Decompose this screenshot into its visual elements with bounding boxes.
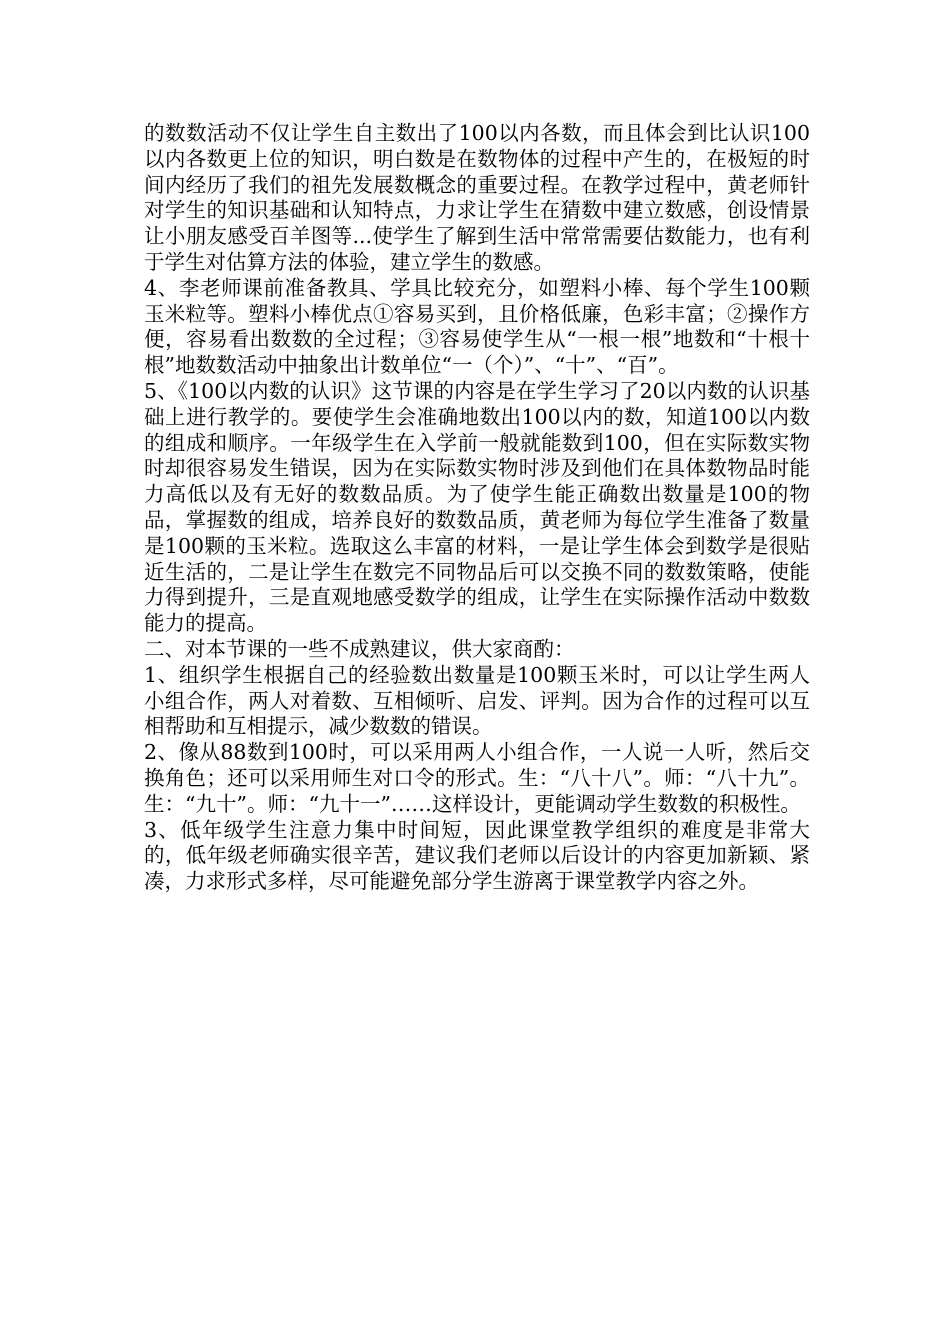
- document-body: [144, 121, 810, 895]
- paragraph-suggestion-2: 2、像从88数到100时，可以采用两人小组合作，一人说一人听，然后交换角色；还可以采用师生对口令的形式。生：“八十八”。师：“八十九”。生：“九十”。师：“九十一”……这样设计，更能调动学生数数的积极性。: [144, 740, 810, 816]
- paragraph-suggestion-3: 3、低年级学生注意力集中时间短，因此课堂教学组织的难度是非常大的，低年级老师确实很辛苦，建议我们老师以后设计的内容更加新颖、紧凑，力求形式多样，尽可能避免部分学生游离于课堂教学内容之外。: [144, 817, 810, 894]
- section-heading-suggestions: 二、对本节课的一些不成熟建议，供大家商酌：: [144, 636, 575, 661]
- paragraph-point-4: 4、李老师课前准备教具、学具比较充分，如塑料小棒、每个学生100颗玉米粒等。塑料小棒优点①容易买到，且价格低廉，色彩丰富；②操作方便，容易看出数数的全过程；③容易使学生从“一根一根”地数和“十根十根”地数数活动中抽象出计数单位“一（个）”、“十”、“百”。: [144, 275, 810, 378]
- paragraph-suggestion-1: 1、组织学生根据自己的经验数出数量是100颗玉米时，可以让学生两人小组合作，两人对着数、互相倾听、启发、评判。因为合作的过程可以互相帮助和互相提示，减少数数的错误。: [144, 662, 810, 739]
- paragraph-point-5: 5、《100以内数的认识》这节课的内容是在学生学习了20以内数的认识基础上进行教学的。要使学生会准确地数出100以内的数，知道100以内数的组成和顺序。一年级学生在入学前一般就能数到100，但在实际数实物时却很容易发生错误，因为在实际数实物时涉及到他们在具体数物品时能力高低以及有无好的数数品质。为了使学生能正确数出数量是100的物品，掌握数的组成，培养良好的数数品质，黄老师为每位学生准备了数量是100颗的玉米粒。选取这么丰富的材料，一是让学生体会到数学是很贴近生活的，二是让学生在数完不同物品后可以交换不同的数数策略，使能力得到提升，三是直观地感受数学的组成，让学生在实际操作活动中数数能力的提高。: [144, 378, 810, 636]
- paragraph-intro-continued: 的数数活动不仅让学生自主数出了100以内各数，而且体会到比认识100以内各数更上位的知识，明白数是在数物体的过程中产生的，在极短的时间内经历了我们的祖先发展数概念的重要过程。在教学过程中，黄老师针对学生的知识基础和认知特点，力求让学生在猜数中建立数感，创设情景让小朋友感受百羊图等...使学生了解到生活中常常需要估数能力，也有利于学生对估算方法的体验，建立学生的数感。: [144, 121, 810, 274]
